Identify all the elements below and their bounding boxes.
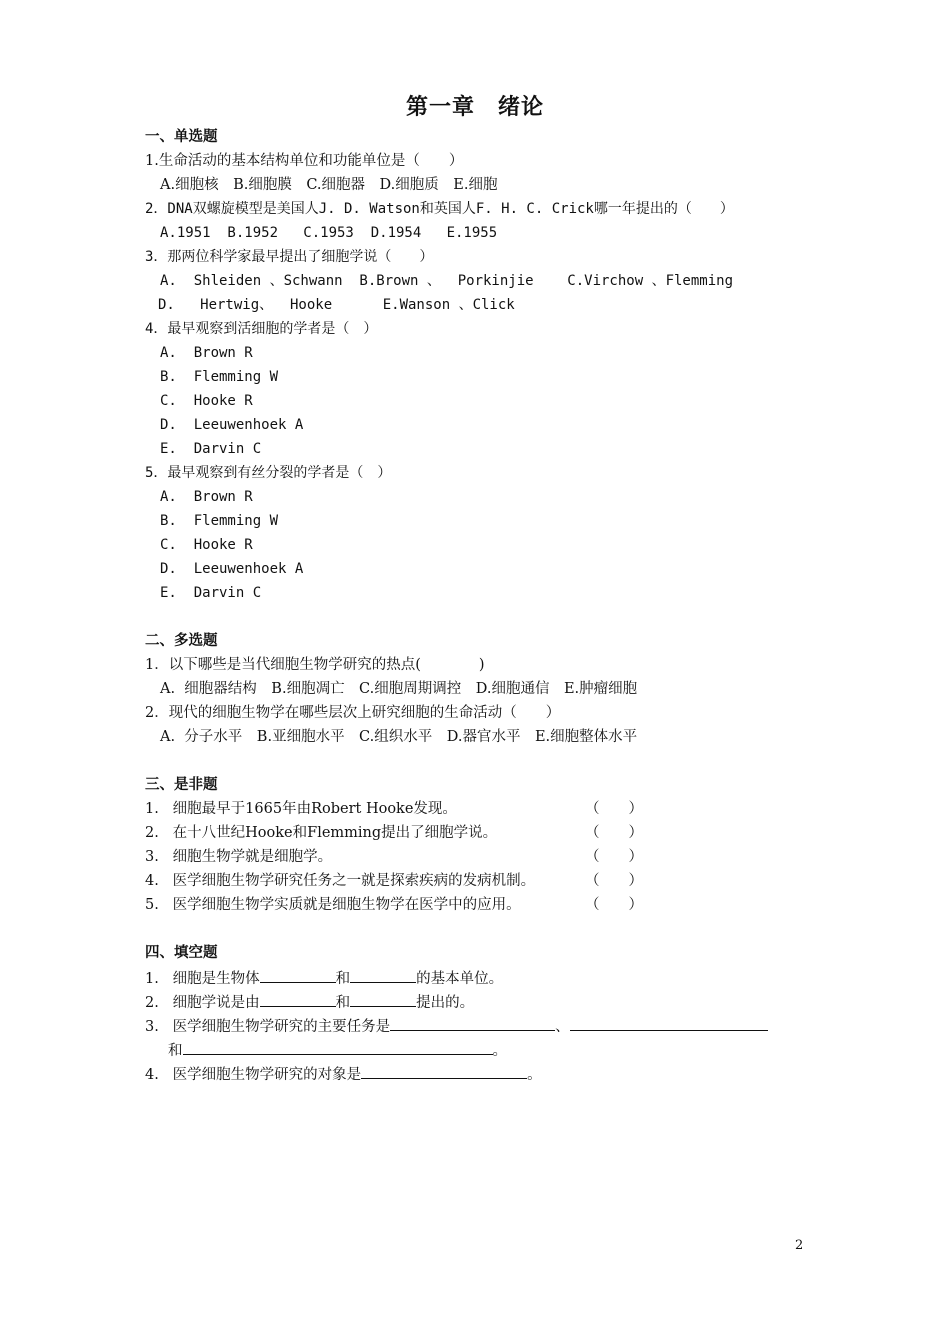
section-heading-truefalse: 三、是非题 [145, 776, 218, 793]
statement-text: 4. 医学细胞生物学研究任务之一就是探索疾病的发病机制。 [145, 873, 536, 889]
answer-blank[interactable] [361, 1064, 527, 1079]
answer-blank[interactable] [183, 1040, 493, 1055]
chapter-title: 第一章 绪论 [405, 94, 544, 120]
answer-blank[interactable] [390, 1016, 555, 1031]
option-item: D. Leeuwenhoek A [160, 417, 304, 433]
fill-text: 和 [335, 995, 351, 1011]
option-item: C. Hooke R [160, 537, 253, 553]
section-heading-fill: 四、填空题 [145, 944, 218, 961]
answer-blank[interactable] [260, 992, 336, 1007]
section-heading-single: 一、单选题 [145, 128, 218, 145]
question-text: 1．以下哪些是当代细胞生物学研究的热点( ) [145, 657, 485, 673]
question-options: A. Shleiden 、Schwann B.Brown 、 Porkinjie C.Virchow 、Flemming [160, 273, 734, 289]
fill-text: 。 [527, 1067, 542, 1083]
section-heading-multi: 二、多选题 [145, 632, 218, 649]
fill-text: 1. 细胞是生物体 [145, 971, 260, 987]
question-options: D. Hertwig、 Hooke E.Wanson 、Click [158, 297, 515, 313]
option-item: E. Darvin C [160, 585, 262, 601]
fill-text: 、 [555, 1019, 570, 1035]
option-item: A. Brown R [160, 489, 253, 505]
question-options: A. 细胞器结构 B.细胞凋亡 C.细胞周期调控 D.细胞通信 E.肿瘤细胞 [160, 681, 638, 697]
fill-question [145, 1016, 768, 1036]
answer-blank[interactable] [350, 968, 416, 983]
question-options: A. 分子水平 B.亚细胞水平 C.组织水平 D.器官水平 E.细胞整体水平 [160, 729, 638, 745]
fill-text: 的基本单位。 [416, 971, 504, 987]
option-item: E. Darvin C [160, 441, 262, 457]
fill-text: 。 [492, 1043, 507, 1059]
question-text: 3．那两位科学家最早提出了细胞学说（ ） [145, 249, 434, 265]
answer-blank[interactable] [260, 968, 336, 983]
question-text: 4．最早观察到活细胞的学者是（ ） [145, 321, 378, 337]
statement-text: 2. 在十八世纪Hooke和Flemming提出了细胞学说。 [145, 825, 498, 841]
option-item: D. Leeuwenhoek A [160, 561, 304, 577]
fill-question-continued [168, 1040, 507, 1060]
option-item: B. Flemming W [160, 513, 279, 529]
answer-paren: （ ） [585, 897, 643, 913]
question-text: 2．现代的细胞生物学在哪些层次上研究细胞的生命活动（ ） [145, 705, 561, 721]
answer-paren: （ ） [585, 873, 643, 889]
answer-paren: （ ） [585, 825, 643, 841]
answer-paren: （ ） [585, 849, 643, 865]
answer-paren: （ ） [585, 801, 643, 817]
question-text: 2．DNA双螺旋模型是美国人J. D. Watson和英国人F. H. C. Crick哪一年提出的（ ） [145, 201, 734, 217]
page-number: 2 [795, 1238, 804, 1253]
question-options: A.细胞核 B.细胞膜 C.细胞器 D.细胞质 E.细胞 [160, 177, 498, 193]
question-text: 5．最早观察到有丝分裂的学者是（ ） [145, 465, 392, 481]
fill-text: 4. 医学细胞生物学研究的对象是 [145, 1067, 362, 1083]
fill-question [145, 992, 474, 1012]
question-text: 1.生命活动的基本结构单位和功能单位是（ ） [145, 153, 464, 169]
option-item: C. Hooke R [160, 393, 253, 409]
fill-question [145, 1064, 542, 1084]
fill-text: 3. 医学细胞生物学研究的主要任务是 [145, 1019, 391, 1035]
fill-text: 和 [168, 1043, 183, 1059]
statement-text: 5. 医学细胞生物学实质就是细胞生物学在医学中的应用。 [145, 897, 521, 913]
option-item: B. Flemming W [160, 369, 279, 385]
fill-text: 和 [335, 971, 351, 987]
answer-blank[interactable] [350, 992, 416, 1007]
fill-text: 2. 细胞学说是由 [145, 995, 260, 1011]
fill-question [145, 968, 503, 988]
statement-text: 3. 细胞生物学就是细胞学。 [145, 849, 333, 865]
answer-blank[interactable] [570, 1016, 768, 1031]
option-item: A. Brown R [160, 345, 253, 361]
question-options: A.1951 B.1952 C.1953 D.1954 E.1955 [160, 225, 498, 241]
fill-text: 提出的。 [416, 995, 475, 1011]
statement-text: 1. 细胞最早于1665年由Robert Hooke发现。 [145, 801, 457, 817]
